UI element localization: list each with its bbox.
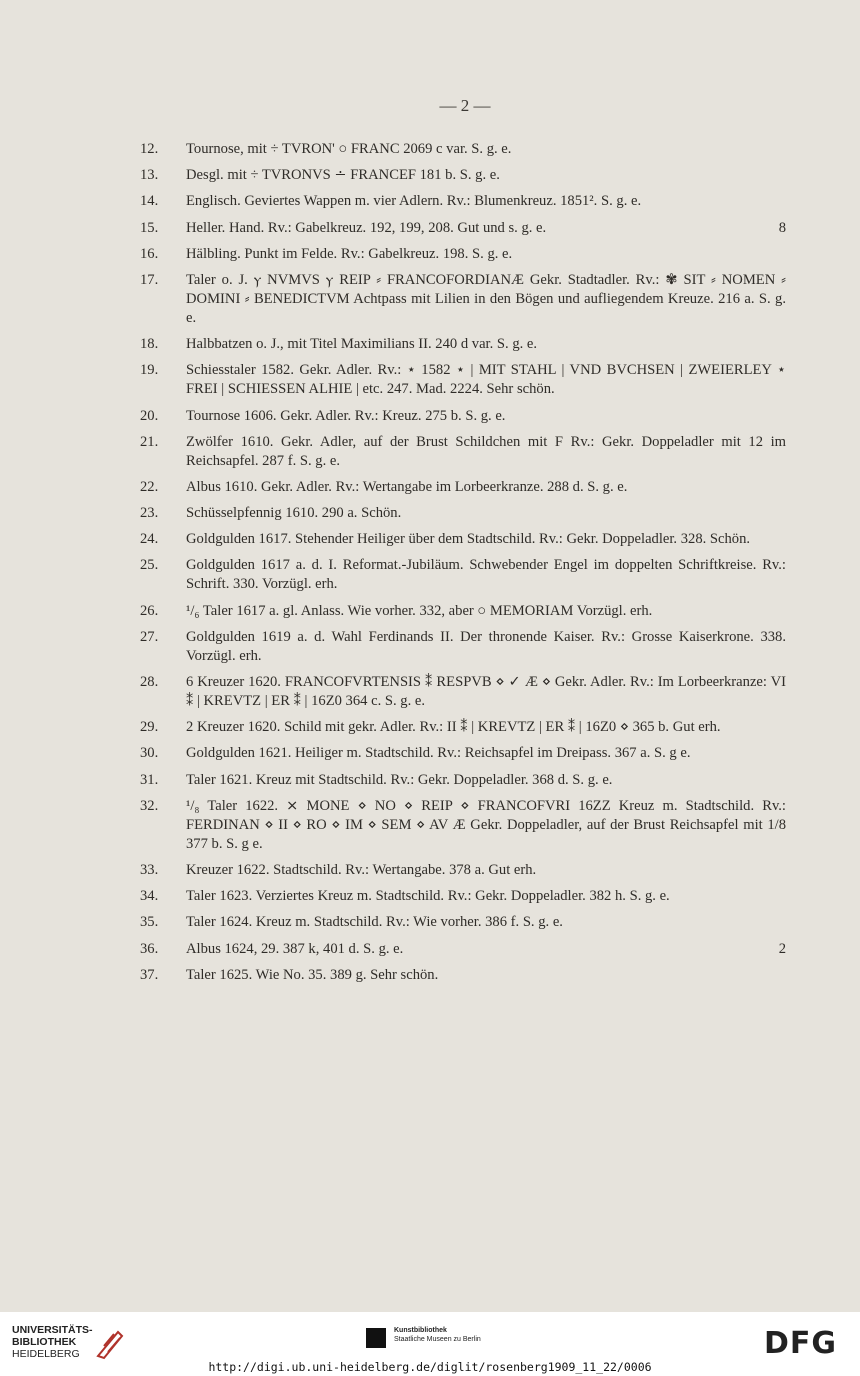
entry-number: 14. (140, 193, 159, 210)
catalog-entry (140, 192, 786, 211)
entry-text: Halbbatzen o. J., mit Titel Maximilians II. 240 d var. S. g. e. (186, 336, 538, 353)
entry-number: 30. (140, 745, 159, 762)
catalog-entry (140, 887, 786, 906)
entry-text: Schiesstaler 1582. Gekr. Adler. Rv.: ⋆ 1582 ⋆ | MIT STAHL | VND BVCHSEN | ZWEIERLEY ⋆ FREI | SCHIESSEN ALHIE | etc. 247. Mad. 2224. Sehr schön. (186, 362, 786, 398)
entry-number: 35. (140, 914, 159, 931)
entry-number: 23. (140, 505, 159, 522)
catalog-entry (140, 797, 786, 854)
entry-number: 21. (140, 433, 159, 450)
catalog-entries (140, 140, 786, 992)
entry-count: 8 (778, 219, 786, 236)
entry-text: Taler 1624. Kreuz m. Stadtschild. Rv.: Wie vorher. 386 f. S. g. e. (186, 914, 563, 931)
entry-number: 15. (140, 219, 159, 236)
entry-number: 26. (140, 602, 159, 619)
entry-number: 27. (140, 628, 159, 645)
entry-text: Albus 1624, 29. 387 k, 401 d. S. g. e. (186, 940, 404, 957)
entry-number: 18. (140, 336, 159, 353)
entry-number: 25. (140, 557, 159, 574)
entry-text: Heller. Hand. Rv.: Gabelkreuz. 192, 199, 208. Gut und s. g. e. (186, 219, 547, 236)
catalog-entry (140, 602, 786, 621)
catalog-entry (140, 771, 786, 790)
catalog-entry (140, 530, 786, 549)
entry-text: 6 Kreuzer 1620. FRANCOFVRTENSIS ⁑ RESPVB ⋄ ✓ Æ ⋄ Gekr. Adler. Rv.: Im Lorbeerkranze: VI ⁑ | KREVTZ | ER ⁑ | 16Z0 364 c. S. g. e. (186, 674, 786, 709)
entry-text: Taler o. J. ⲩ NVMVS ⲩ REIP ⸗ FRANCOFORDIANÆ Gekr. Stadtadler. Rv.: ✾ SIT ⸗ NOMEN ⸗ DOMINI ⸗ BENEDICTVM Achtpass mit Lilien in den Bögen und aufliegendem Kreuze. 216 a. S. g. e. (186, 271, 786, 326)
entry-text: 2 Kreuzer 1620. Schild mit gekr. Adler. Rv.: II ⁑ | KREVTZ | ER ⁑ | 16Z0 ⋄ 365 b. Gut erh. (186, 719, 721, 736)
catalog-entry (140, 433, 786, 471)
entry-number: 32. (140, 797, 159, 814)
entry-text: Tournose 1606. Gekr. Adler. Rv.: Kreuz. 275 b. S. g. e. (186, 407, 506, 424)
permalink-url[interactable]: http://digi.ub.uni-heidelberg.de/diglit/rosenberg1909_11_22/0006 (208, 1360, 652, 1374)
entry-text: ¹/₈ Taler 1622. ⨯ MONE ⋄ NO ⋄ REIP ⋄ FRANCOFVRI 16ZZ Kreuz m. Stadtschild. Rv.: FERDINAN ⋄ II ⋄ RO ⋄ IM ⋄ SEM ⋄ AV Æ Gekr. Doppeladler, auf der Brust Reichsapfel mit 1/8 377 b. S. g e. (186, 797, 786, 852)
entry-text: Goldgulden 1621. Heiliger m. Stadtschild. Rv.: Reichsapfel im Dreipass. 367 a. S. g e. (186, 745, 691, 762)
entry-text: Desgl. mit ÷ TVRONVS ∸ FRANCEF 181 b. S. g. e. (186, 167, 500, 184)
catalog-entry (140, 335, 786, 354)
catalog-entry (140, 966, 786, 985)
viewer-footer (0, 1312, 860, 1376)
entry-number: 13. (140, 167, 159, 184)
entry-number: 16. (140, 245, 159, 262)
page-number: — 2 — (439, 96, 491, 115)
entry-number: 34. (140, 888, 159, 905)
catalog-entry (140, 166, 786, 185)
catalog-entry (140, 556, 786, 594)
entry-text: Goldgulden 1619 a. d. Wahl Ferdinands II. Der thronende Kaiser. Rv.: Grosse Kaiserkrone. 338. Vorzügl. erh. (186, 628, 786, 664)
entry-number: 37. (140, 966, 159, 983)
catalog-entry (140, 271, 786, 328)
catalog-entry (140, 673, 786, 711)
catalog-entry (140, 718, 786, 737)
catalog-entry (140, 628, 786, 666)
dfg-logo[interactable]: DFG (764, 1326, 838, 1361)
uni-line-3: HEIDELBERG (12, 1348, 80, 1360)
entry-number: 20. (140, 407, 159, 424)
library-emblem-icon (94, 1326, 124, 1360)
catalog-entry (140, 219, 786, 238)
catalog-entry (140, 913, 786, 932)
entry-number: 17. (140, 271, 159, 288)
entry-count: 2 (778, 940, 786, 957)
uni-line-1: UNIVERSITÄTS- (12, 1324, 93, 1336)
entry-number: 33. (140, 861, 159, 878)
uni-line-2: BIBLIOTHEK (12, 1336, 77, 1348)
entry-number: 22. (140, 478, 159, 495)
kb-line-2: Staatliche Museen zu Berlin (394, 1336, 481, 1343)
entry-text: Hälbling. Punkt im Felde. Rv.: Gabelkreuz. 198. S. g. e. (186, 245, 513, 262)
entry-text: Taler 1621. Kreuz mit Stadtschild. Rv.: Gekr. Doppeladler. 368 d. S. g. e. (186, 771, 613, 788)
kunstbibliothek-logo[interactable] (366, 1324, 526, 1354)
entry-text: Taler 1625. Wie No. 35. 389 g. Sehr schön. (186, 966, 439, 983)
catalog-entry (140, 504, 786, 523)
entry-text: Goldgulden 1617. Stehender Heiliger über dem Stadtschild. Rv.: Gekr. Doppeladler. 328. Schön. (186, 531, 751, 548)
kb-line-1: Kunstbibliothek (394, 1327, 447, 1334)
entry-text: Kreuzer 1622. Stadtschild. Rv.: Wertangabe. 378 a. Gut erh. (186, 861, 537, 878)
entry-number: 12. (140, 141, 159, 157)
catalog-entry (140, 407, 786, 426)
entry-text: Goldgulden 1617 a. d. I. Reformat.-Jubiläum. Schwebender Engel im doppelten Schriftkreise. Rv.: Schrift. 330. Vorzügl. erh. (186, 557, 786, 593)
entry-number: 19. (140, 362, 159, 379)
entry-text: Albus 1610. Gekr. Adler. Rv.: Wertangabe im Lorbeerkranze. 288 d. S. g. e. (186, 478, 628, 495)
entry-number: 24. (140, 531, 159, 548)
entry-number: 36. (140, 940, 159, 957)
catalog-entry (140, 361, 786, 399)
entry-number: 28. (140, 674, 159, 690)
entry-text: Tournose, mit ÷ TVRON' ○ FRANC 2069 c var. S. g. e. (186, 141, 512, 157)
entry-text: Zwölfer 1610. Gekr. Adler, auf der Brust Schildchen mit F Rv.: Gekr. Doppeladler mit 12 im Reichsapfel. 287 f. S. g. e. (186, 433, 786, 469)
entry-text: Taler 1623. Verziertes Kreuz m. Stadtschild. Rv.: Gekr. Doppeladler. 382 h. S. g. e. (186, 888, 670, 905)
kunstbibliothek-mark-icon (366, 1328, 386, 1348)
entry-text: ¹/₆ Taler 1617 a. gl. Anlass. Wie vorher. 332, aber ○ MEMORIAM Vorzügl. erh. (186, 602, 653, 619)
catalog-entry (140, 245, 786, 264)
catalog-entry (140, 140, 786, 159)
catalog-entry (140, 861, 786, 880)
entry-number: 31. (140, 771, 159, 788)
entry-text: Englisch. Geviertes Wappen m. vier Adlern. Rv.: Blumenkreuz. 1851². S. g. e. (186, 193, 642, 210)
entry-text: Schüsselpfennig 1610. 290 a. Schön. (186, 505, 402, 522)
entry-number: 29. (140, 719, 159, 736)
catalog-entry (140, 940, 786, 959)
catalog-entry (140, 478, 786, 497)
catalog-entry (140, 744, 786, 763)
